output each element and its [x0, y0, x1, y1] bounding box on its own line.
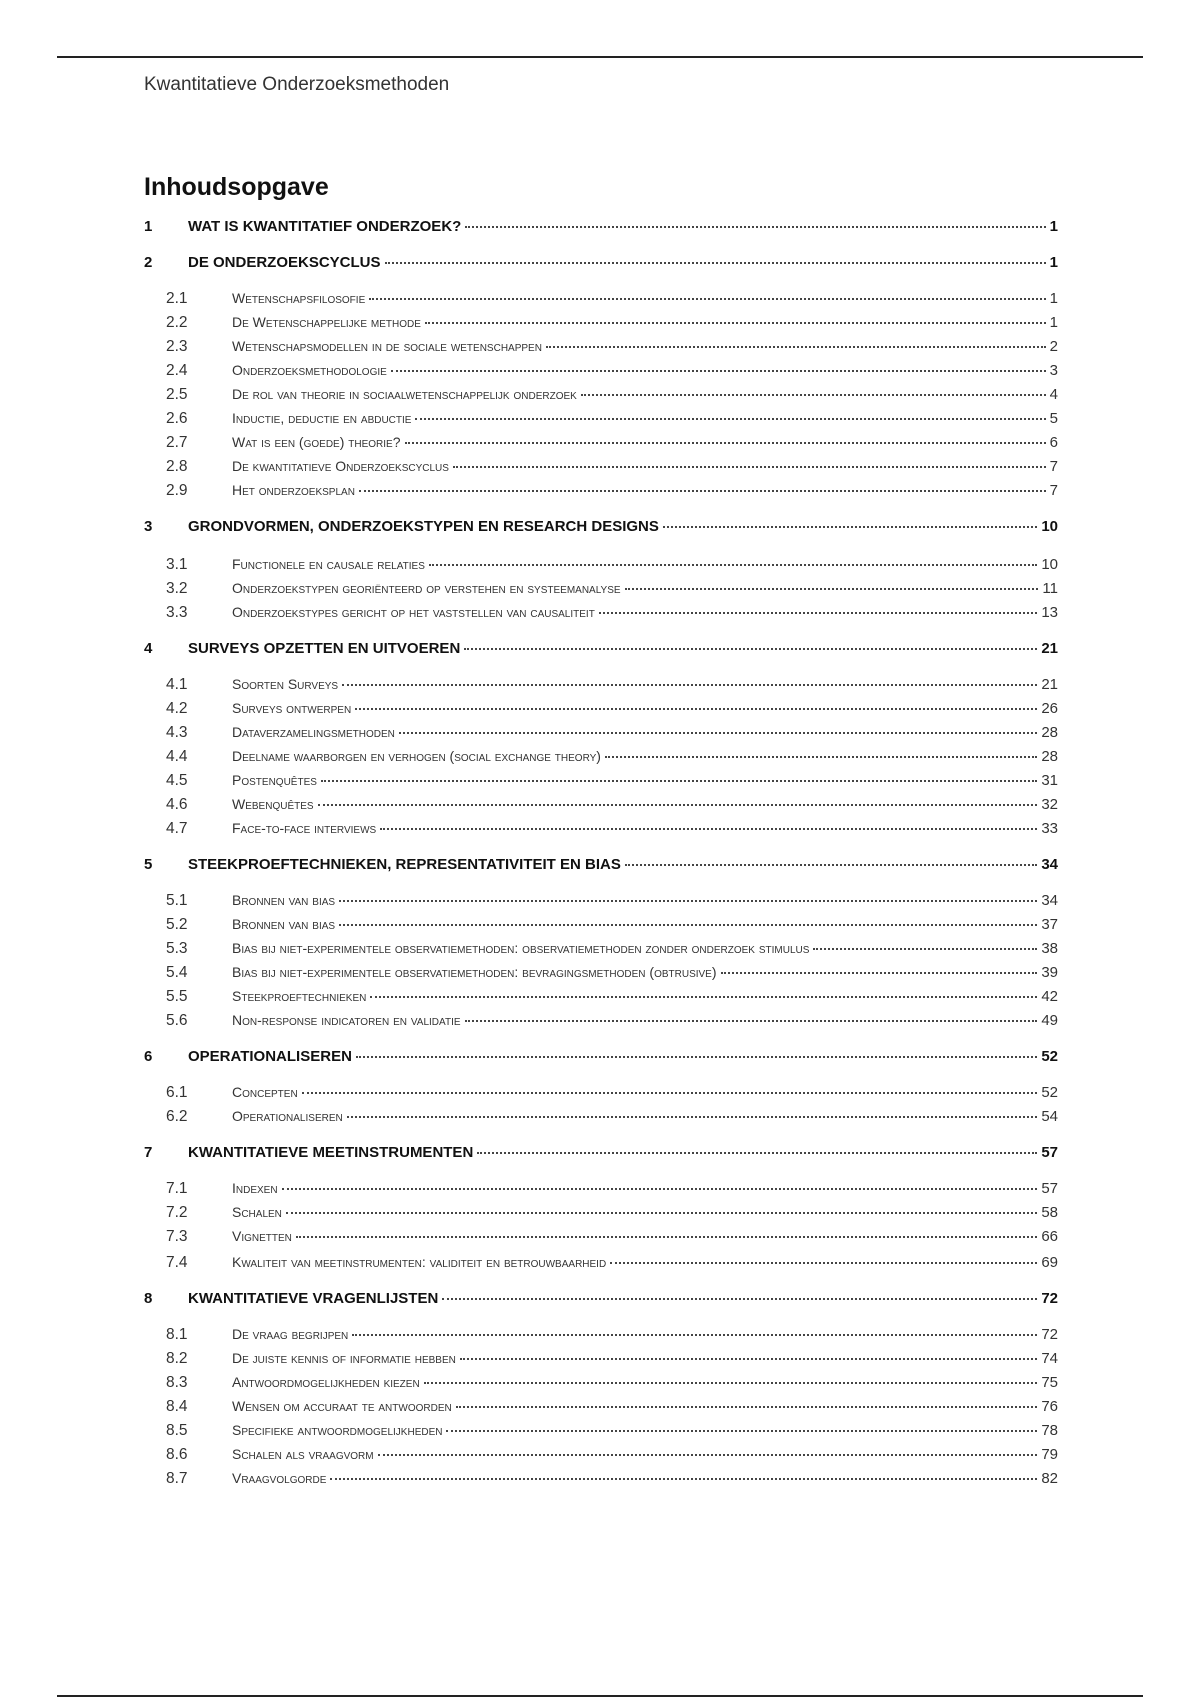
toc-section-row[interactable]	[144, 580, 1058, 602]
dot-leader	[610, 1262, 1037, 1264]
toc-chapter-number: 6	[144, 1048, 153, 1065]
dot-leader	[625, 588, 1039, 590]
toc-section-title: Vraagvolgorde	[232, 1470, 327, 1486]
toc-section-row[interactable]	[144, 1012, 1058, 1034]
toc-section-row[interactable]	[144, 820, 1058, 842]
dot-leader	[339, 924, 1037, 926]
toc-section-row[interactable]	[144, 892, 1058, 914]
dot-leader	[318, 804, 1038, 806]
toc-chapter-row[interactable]	[144, 640, 1058, 662]
toc-section-title: Dataverzamelingsmethoden	[232, 724, 395, 740]
toc-page-number: 57	[1041, 1180, 1058, 1197]
toc-chapter-number: 3	[144, 518, 153, 535]
toc-chapter-number: 2	[144, 254, 153, 271]
toc-section-title: Steekproeftechnieken	[232, 988, 367, 1004]
dot-leader	[330, 1478, 1037, 1480]
toc-section-row[interactable]	[144, 362, 1058, 384]
toc-chapter-title: OPERATIONALISEREN	[188, 1048, 352, 1065]
toc-section-title: Vignetten	[232, 1228, 292, 1244]
toc-section-title: De rol van theorie in sociaalwetenschappelijk onderzoek	[232, 386, 577, 402]
toc-section-row[interactable]	[144, 1350, 1058, 1372]
toc-section-title: De juiste kennis of informatie hebben	[232, 1350, 456, 1366]
toc-chapter-title: KWANTITATIEVE VRAGENLIJSTEN	[188, 1290, 439, 1307]
toc-section-row[interactable]	[144, 290, 1058, 312]
dot-leader	[813, 948, 1037, 950]
toc-section-title: Concepten	[232, 1084, 298, 1100]
toc-section-title: Kwaliteit van meetinstrumenten: validiteit en betrouwbaarheid	[232, 1254, 607, 1270]
toc-section-number: 4.3	[166, 724, 188, 741]
toc-section-row[interactable]	[144, 1374, 1058, 1396]
dot-leader	[415, 418, 1045, 420]
toc-section-row[interactable]	[144, 916, 1058, 938]
toc-section-title: Wat is een (goede) theorie?	[232, 434, 401, 450]
toc-page-number: 5	[1049, 410, 1058, 427]
toc-section-number: 6.2	[166, 1108, 188, 1125]
toc-chapter-title: KWANTITATIEVE MEETINSTRUMENTEN	[188, 1144, 474, 1161]
toc-chapter-row[interactable]	[144, 1048, 1058, 1070]
toc-section-title: Surveys ontwerpen	[232, 700, 352, 716]
toc-section-row[interactable]	[144, 964, 1058, 986]
toc-chapter-row[interactable]	[144, 218, 1058, 240]
toc-section-number: 4.1	[166, 676, 188, 693]
dot-leader	[721, 972, 1038, 974]
toc-page-number: 34	[1041, 892, 1058, 909]
toc-page-number: 4	[1049, 386, 1058, 403]
toc-page-number: 1	[1049, 218, 1058, 235]
toc-section-number: 5.4	[166, 964, 188, 981]
toc-page-number: 38	[1041, 940, 1058, 957]
toc-section-row[interactable]	[144, 1254, 1058, 1276]
toc-section-number: 5.5	[166, 988, 188, 1005]
dot-leader	[369, 298, 1045, 300]
dot-leader	[370, 996, 1037, 998]
dot-leader	[342, 684, 1037, 686]
dot-leader	[625, 864, 1037, 866]
dot-leader	[546, 346, 1046, 348]
toc-section-title: Indexen	[232, 1180, 278, 1196]
toc-chapter-title: STEEKPROEFTECHNIEKEN, REPRESENTATIVITEIT EN BIAS	[188, 856, 621, 873]
toc-section-number: 3.2	[166, 580, 188, 597]
toc-section-number: 3.1	[166, 556, 188, 573]
dot-leader	[599, 612, 1038, 614]
toc-section-row[interactable]	[144, 1180, 1058, 1202]
toc-section-row[interactable]	[144, 1398, 1058, 1420]
toc-section-row[interactable]	[144, 434, 1058, 456]
toc-page-number: 28	[1041, 748, 1058, 765]
toc-section-title: Webenquêtes	[232, 796, 314, 812]
dot-leader	[405, 442, 1046, 444]
toc-chapter-row[interactable]	[144, 254, 1058, 276]
dot-leader	[380, 828, 1037, 830]
dot-leader	[442, 1298, 1037, 1300]
toc-section-title: Functionele en causale relaties	[232, 556, 425, 572]
toc-page-number: 7	[1049, 482, 1058, 499]
toc-chapter-number: 4	[144, 640, 153, 657]
dot-leader	[465, 226, 1045, 228]
toc-page-number: 31	[1041, 772, 1058, 789]
dot-leader	[391, 370, 1046, 372]
toc-section-number: 8.7	[166, 1470, 188, 1487]
toc-page-number: 26	[1041, 700, 1058, 717]
toc-section-row[interactable]	[144, 314, 1058, 336]
toc-section-number: 2.2	[166, 314, 188, 331]
toc-section-title: Onderzoeksmethodologie	[232, 362, 387, 378]
dot-leader	[282, 1188, 1038, 1190]
dot-leader	[460, 1358, 1037, 1360]
toc-section-number: 2.5	[166, 386, 188, 403]
dot-leader	[465, 1020, 1038, 1022]
toc-page-number: 57	[1041, 1144, 1058, 1161]
toc-page-number: 21	[1041, 676, 1058, 693]
toc-section-row[interactable]	[144, 940, 1058, 962]
toc-section-number: 4.2	[166, 700, 188, 717]
toc-section-number: 4.7	[166, 820, 188, 837]
toc-page-number: 2	[1049, 338, 1058, 355]
toc-section-row[interactable]	[144, 796, 1058, 818]
toc-section-row[interactable]	[144, 1084, 1058, 1106]
toc-section-row[interactable]	[144, 338, 1058, 360]
toc-section-title: Operationaliseren	[232, 1108, 343, 1124]
dot-leader	[605, 756, 1037, 758]
footer-rule	[57, 1695, 1143, 1697]
toc-page-number: 72	[1041, 1290, 1058, 1307]
toc-section-number: 7.2	[166, 1204, 188, 1221]
toc-section-number: 7.4	[166, 1254, 188, 1271]
dot-leader	[352, 1334, 1037, 1336]
dot-leader	[453, 466, 1046, 468]
dot-leader	[424, 1382, 1038, 1384]
dot-leader	[378, 1454, 1038, 1456]
toc-section-number: 5.1	[166, 892, 188, 909]
toc-section-title: Wetenschapsfilosofie	[232, 290, 366, 306]
toc-section-title: De vraag begrijpen	[232, 1326, 349, 1342]
dot-leader	[296, 1236, 1037, 1238]
toc-page-number: 1	[1049, 254, 1058, 271]
toc-section-number: 8.2	[166, 1350, 188, 1367]
toc-section-title: Soorten Surveys	[232, 676, 339, 692]
toc-chapter-row[interactable]	[144, 1144, 1058, 1166]
toc-page-number: 78	[1041, 1422, 1058, 1439]
toc-section-title: Non-response indicatoren en validatie	[232, 1012, 461, 1028]
toc-section-number: 4.4	[166, 748, 188, 765]
toc-section-number: 7.1	[166, 1180, 188, 1197]
dot-leader	[663, 526, 1037, 528]
toc-page-number: 74	[1041, 1350, 1058, 1367]
toc-page-number: 76	[1041, 1398, 1058, 1415]
toc-page-number: 66	[1041, 1228, 1058, 1245]
toc-section-title: Onderzoekstypen georiënteerd op verstehen en systeemanalyse	[232, 580, 621, 596]
toc-section-title: Wensen om accuraat te antwoorden	[232, 1398, 452, 1414]
dot-leader	[399, 732, 1037, 734]
toc-section-number: 8.5	[166, 1422, 188, 1439]
toc-section-number: 5.6	[166, 1012, 188, 1029]
toc-section-row[interactable]	[144, 1422, 1058, 1444]
toc-section-row[interactable]	[144, 604, 1058, 626]
toc-section-row[interactable]	[144, 1326, 1058, 1348]
toc-page-number: 72	[1041, 1326, 1058, 1343]
toc-section-number: 5.3	[166, 940, 188, 957]
toc-section-row[interactable]	[144, 386, 1058, 408]
toc-page-number: 13	[1041, 604, 1058, 621]
toc-section-title: Face-to-face interviews	[232, 820, 377, 836]
toc-section-title: Schalen	[232, 1204, 282, 1220]
toc-section-number: 2.7	[166, 434, 188, 451]
toc-page-number: 42	[1041, 988, 1058, 1005]
toc-page-number: 28	[1041, 724, 1058, 741]
toc-section-row[interactable]	[144, 458, 1058, 480]
toc-section-number: 8.1	[166, 1326, 188, 1343]
toc-page-number: 69	[1041, 1254, 1058, 1271]
toc-chapter-title: WAT IS KWANTITATIEF ONDERZOEK?	[188, 218, 462, 235]
toc-section-number: 4.6	[166, 796, 188, 813]
toc-section-number: 3.3	[166, 604, 188, 621]
toc-section-number: 2.9	[166, 482, 188, 499]
toc-section-number: 2.4	[166, 362, 188, 379]
dot-leader	[286, 1212, 1037, 1214]
dot-leader	[355, 708, 1037, 710]
toc-section-number: 6.1	[166, 1084, 188, 1101]
toc-chapter-number: 5	[144, 856, 153, 873]
toc-section-title: Wetenschapsmodellen in de sociale wetenschappen	[232, 338, 542, 354]
toc-section-number: 2.6	[166, 410, 188, 427]
dot-leader	[359, 490, 1046, 492]
toc-section-row[interactable]	[144, 988, 1058, 1010]
toc-section-number: 2.3	[166, 338, 188, 355]
toc-section-row[interactable]	[144, 676, 1058, 698]
header-rule	[57, 56, 1143, 58]
toc-page-number: 49	[1041, 1012, 1058, 1029]
toc-page-number: 10	[1041, 518, 1058, 535]
toc-chapter-number: 7	[144, 1144, 153, 1161]
toc-chapter-row[interactable]	[144, 856, 1058, 878]
dot-leader	[581, 394, 1046, 396]
running-header: Kwantitatieve Onderzoeksmethoden	[144, 74, 450, 95]
toc-section-row[interactable]	[144, 748, 1058, 770]
toc-section-title: Specifieke antwoordmogelijkheden	[232, 1422, 443, 1438]
toc-section-title: Bias bij niet-experimentele observatiemethoden: observatiemethoden zonder onderzoek stimulus	[232, 940, 810, 956]
toc-page-number: 39	[1041, 964, 1058, 981]
toc-heading: Inhoudsopgave	[144, 173, 329, 201]
toc-chapter-title: SURVEYS OPZETTEN EN UITVOEREN	[188, 640, 461, 657]
toc-section-row[interactable]	[144, 772, 1058, 794]
toc-chapter-number: 1	[144, 218, 153, 235]
dot-leader	[339, 900, 1037, 902]
dot-leader	[464, 648, 1037, 650]
dot-leader	[302, 1092, 1038, 1094]
toc-section-row[interactable]	[144, 700, 1058, 722]
dot-leader	[347, 1116, 1038, 1118]
toc-page-number: 82	[1041, 1470, 1058, 1487]
toc-section-row[interactable]	[144, 724, 1058, 746]
toc-section-number: 2.8	[166, 458, 188, 475]
toc-section-number: 7.3	[166, 1228, 188, 1245]
toc-page-number: 52	[1041, 1084, 1058, 1101]
dot-leader	[429, 564, 1037, 566]
toc-section-row[interactable]	[144, 410, 1058, 432]
toc-page-number: 1	[1049, 314, 1058, 331]
toc-section-number: 2.1	[166, 290, 188, 307]
toc-chapter-title: GRONDVORMEN, ONDERZOEKSTYPEN EN RESEARCH DESIGNS	[188, 518, 659, 535]
dot-leader	[446, 1430, 1037, 1432]
dot-leader	[385, 262, 1046, 264]
toc-page-number: 33	[1041, 820, 1058, 837]
toc-section-number: 4.5	[166, 772, 188, 789]
toc-page-number: 75	[1041, 1374, 1058, 1391]
toc-section-title: Onderzoekstypes gericht op het vaststellen van causaliteit	[232, 604, 595, 620]
toc-section-title: Bronnen van bias	[232, 916, 336, 932]
toc-section-number: 8.4	[166, 1398, 188, 1415]
toc-section-title: Inductie, deductie en abductie	[232, 410, 412, 426]
toc-chapter-number: 8	[144, 1290, 153, 1307]
toc-section-row[interactable]	[144, 1446, 1058, 1468]
toc-page-number: 21	[1041, 640, 1058, 657]
toc-section-row[interactable]	[144, 1470, 1058, 1492]
toc-section-title: De kwantitatieve Onderzoekscyclus	[232, 458, 449, 474]
toc-section-row[interactable]	[144, 1228, 1058, 1250]
toc-page-number: 58	[1041, 1204, 1058, 1221]
toc-section-row[interactable]	[144, 1108, 1058, 1130]
dot-leader	[425, 322, 1046, 324]
toc-section-title: Schalen als vraagvorm	[232, 1446, 374, 1462]
toc-page-number: 34	[1041, 856, 1058, 873]
toc-page-number: 79	[1041, 1446, 1058, 1463]
toc-page-number: 11	[1042, 580, 1058, 597]
toc-page-number: 52	[1041, 1048, 1058, 1065]
dot-leader	[456, 1406, 1038, 1408]
toc-page-number: 1	[1049, 290, 1058, 307]
toc-section-row[interactable]	[144, 482, 1058, 504]
toc-page-number: 37	[1041, 916, 1058, 933]
toc-section-number: 8.6	[166, 1446, 188, 1463]
toc-section-title: Het onderzoeksplan	[232, 482, 355, 498]
toc-page-number: 6	[1049, 434, 1058, 451]
toc-section-title: Postenquêtes	[232, 772, 317, 788]
toc-section-title: De Wetenschappelijke methode	[232, 314, 421, 330]
toc-chapter-row[interactable]	[144, 1290, 1058, 1312]
toc-chapter-title: DE ONDERZOEKSCYCLUS	[188, 254, 381, 271]
toc-page-number: 54	[1041, 1108, 1058, 1125]
dot-leader	[321, 780, 1037, 782]
toc-page-number: 10	[1041, 556, 1058, 573]
toc-page-number: 7	[1049, 458, 1058, 475]
toc-section-title: Bias bij niet-experimentele observatiemethoden: bevragingsmethoden (obtrusive)	[232, 964, 717, 980]
toc-page-number: 32	[1041, 796, 1058, 813]
dot-leader	[356, 1056, 1037, 1058]
toc-section-title: Antwoordmogelijkheden kiezen	[232, 1374, 420, 1390]
toc-page-number: 3	[1049, 362, 1058, 379]
toc-section-title: Bronnen van bias	[232, 892, 336, 908]
dot-leader	[477, 1152, 1037, 1154]
toc-section-title: Deelname waarborgen en verhogen (social exchange theory)	[232, 748, 601, 764]
toc-section-number: 5.2	[166, 916, 188, 933]
toc-chapter-row[interactable]	[144, 518, 1058, 540]
toc-section-row[interactable]	[144, 556, 1058, 578]
toc-section-number: 8.3	[166, 1374, 188, 1391]
toc-section-row[interactable]	[144, 1204, 1058, 1226]
